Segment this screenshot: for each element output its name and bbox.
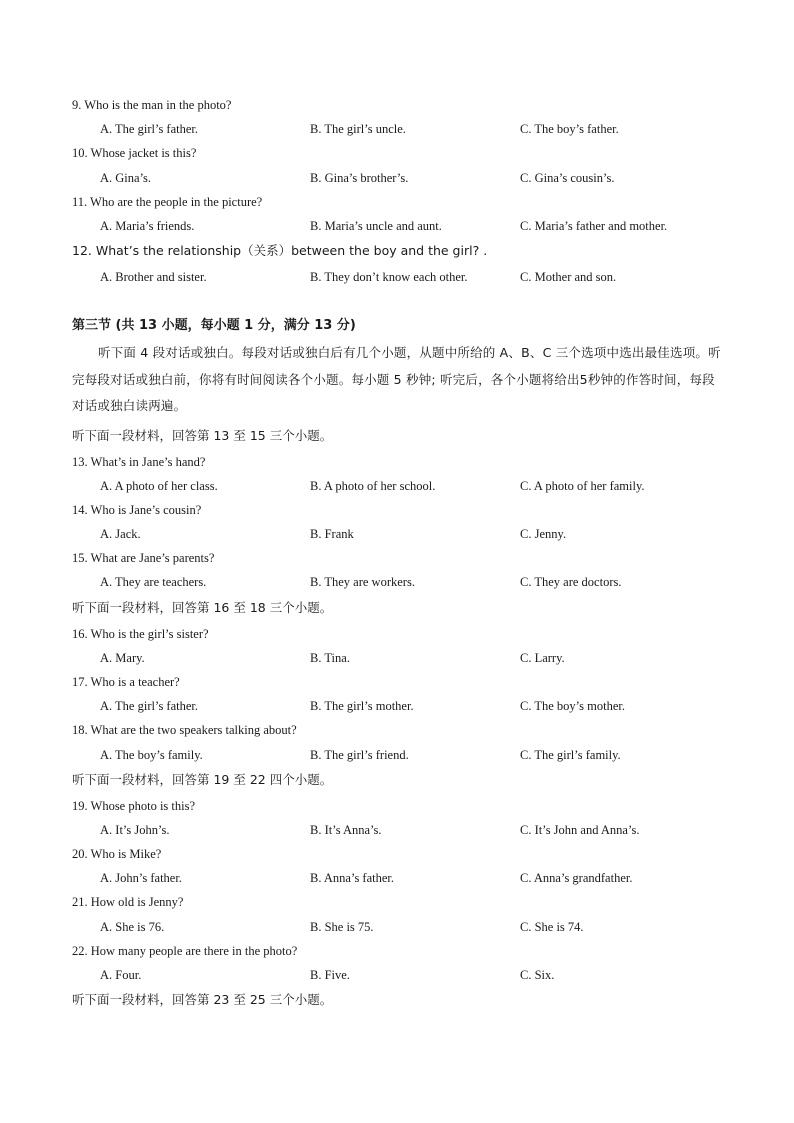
question-19-stem: 19. Whose photo is this?	[72, 799, 196, 813]
group4-intro: 听下面一段材料，回答第 23 至 25 三个小题。	[72, 992, 333, 1007]
question-17-option-b: B. The girl’s mother.	[310, 699, 414, 713]
question-10-stem: 10. Whose jacket is this?	[72, 146, 197, 160]
question-12-option-b: B. They don’t know each other.	[310, 270, 468, 284]
question-15-stem: 15. What are Jane’s parents?	[72, 551, 215, 565]
question-16-stem: 16. Who is the girl’s sister?	[72, 627, 209, 641]
question-20-option-c: C. Anna’s grandfather.	[520, 871, 633, 885]
question-19-option-a: A. It’s John’s.	[100, 823, 170, 837]
question-22-stem: 22. How many people are there in the photo?	[72, 944, 298, 958]
question-10-option-b: B. Gina’s brother’s.	[310, 171, 409, 185]
question-12-stem: 12. What’s the relationship（关系）between the boy and the girl? .	[72, 243, 488, 258]
question-14-option-b: B. Frank	[310, 527, 354, 541]
question-11-stem: 11. Who are the people in the picture?	[72, 195, 263, 209]
question-13-option-b: B. A photo of her school.	[310, 479, 436, 493]
question-22-option-a: A. Four.	[100, 968, 142, 982]
question-19-option-b: B. It’s Anna’s.	[310, 823, 382, 837]
question-21-option-a: A. She is 76.	[100, 920, 165, 934]
question-11-option-a: A. Maria’s friends.	[100, 219, 195, 233]
question-16-option-c: C. Larry.	[520, 651, 565, 665]
question-18-option-a: A. The boy’s family.	[100, 748, 203, 762]
question-17-option-c: C. The boy’s mother.	[520, 699, 625, 713]
question-19-option-c: C. It’s John and Anna’s.	[520, 823, 640, 837]
question-17-stem: 17. Who is a teacher?	[72, 675, 180, 689]
question-22-option-c: C. Six.	[520, 968, 555, 982]
question-18-option-b: B. The girl’s friend.	[310, 748, 409, 762]
question-16-option-a: A. Mary.	[100, 651, 145, 665]
question-11-option-b: B. Maria’s uncle and aunt.	[310, 219, 442, 233]
question-21-stem: 21. How old is Jenny?	[72, 895, 184, 909]
question-17-option-a: A. The girl’s father.	[100, 699, 199, 713]
question-9-stem: 9. Who is the man in the photo?	[72, 98, 232, 112]
question-9-option-a: A. The girl’s father.	[100, 122, 199, 136]
question-15-option-b: B. They are workers.	[310, 575, 415, 589]
group2-intro: 听下面一段材料，回答第 16 至 18 三个小题。	[72, 600, 333, 615]
question-12-option-a: A. Brother and sister.	[100, 270, 207, 284]
question-20-stem: 20. Who is Mike?	[72, 847, 162, 861]
question-14-option-a: A. Jack.	[100, 527, 141, 541]
question-15-option-a: A. They are teachers.	[100, 575, 207, 589]
question-20-option-a: A. John’s father.	[100, 871, 182, 885]
question-15-option-c: C. They are doctors.	[520, 575, 622, 589]
question-18-option-c: C. The girl’s family.	[520, 748, 621, 762]
group3-intro: 听下面一段材料，回答第 19 至 22 四个小题。	[72, 772, 333, 787]
question-10-option-c: C. Gina’s cousin’s.	[520, 171, 615, 185]
question-9-option-b: B. The girl’s uncle.	[310, 122, 406, 136]
question-16-option-b: B. Tina.	[310, 651, 350, 665]
question-21-option-c: C. She is 74.	[520, 920, 584, 934]
question-13-option-c: C. A photo of her family.	[520, 479, 645, 493]
question-12-option-c: C. Mother and son.	[520, 270, 617, 284]
question-20-option-b: B. Anna’s father.	[310, 871, 395, 885]
group1-intro: 听下面一段材料，回答第 13 至 15 三个小题。	[72, 428, 333, 443]
question-9-option-c: C. The boy’s father.	[520, 122, 619, 136]
question-22-option-b: B. Five.	[310, 968, 350, 982]
question-13-stem: 13. What’s in Jane’s hand?	[72, 455, 206, 469]
question-14-option-c: C. Jenny.	[520, 527, 567, 541]
section3-instructions: 听下面 4 段对话或独白。每段对话或独白后有几个小题，从题中所给的 A、B、C 三个选项中选出最佳选项。听完每段对话或独白前，你将有时间阅读各个小题。每小题 5 秒钟; 听完后，各个小题将给出5秒钟的作答时间，每段对话或独白读两遍。	[72, 345, 721, 413]
question-18-stem: 18. What are the two speakers talking about?	[72, 723, 297, 737]
question-14-stem: 14. Who is Jane’s cousin?	[72, 503, 202, 517]
question-21-option-b: B. She is 75.	[310, 920, 374, 934]
section3-heading: 第三节 (共 13 小题，每小题 1 分，满分 13 分)	[72, 318, 356, 333]
question-13-option-a: A. A photo of her class.	[100, 479, 218, 493]
question-10-option-a: A. Gina’s.	[100, 171, 152, 185]
question-11-option-c: C. Maria’s father and mother.	[520, 219, 668, 233]
